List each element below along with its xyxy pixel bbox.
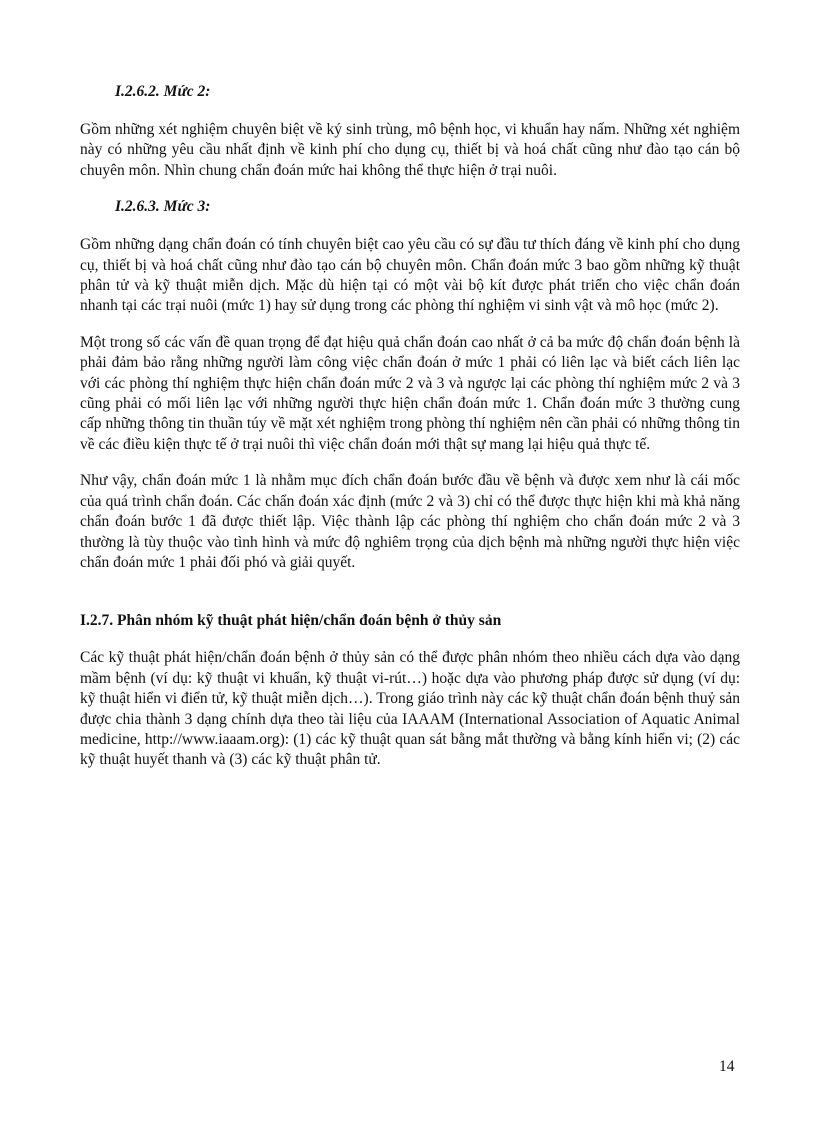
paragraph-technique-groups: Các kỹ thuật phát hiện/chẩn đoán bệnh ở thủy sản có thể được phân nhóm theo nhiều cách dựa vào dạng mầm bệnh (ví dụ: kỹ thuật vi khuẩn, kỹ thuật vi-rút…) hoặc dựa vào phương pháp được sử dụng (ví dụ: kỹ thuật hiển vi điển tử, kỹ thuật miễn dịch…). Trong giáo trình này các kỹ thuật chẩn đoán bệnh thuỷ sản được chia thành 3 dạng chính dựa theo tài liệu của IAAAM (International Association of Aquatic Animal medicine, http://www.iaaam.org): (1) các kỹ thuật quan sát bằng mắt thường và bằng kính hiển vi; (2) các kỹ thuật huyết thanh và (3) các kỹ thuật phân tử.: [80, 649, 740, 769]
paragraph-level-3-coordination: Một trong số các vấn đề quan trọng để đạt hiệu quả chẩn đoán cao nhất ở cả ba mức độ chẩn đoán bệnh là phải đảm bảo rằng những người làm công việc chẩn đoán ở mức 1 phải có liên lạc và biết cách liên lạc với các phòng thí nghiệm thực hiện chẩn đoán mức 2 và 3 và ngược lại các phòng thí nghiệm mức 2 và 3 cũng phải có mối liên lạc với những người thực hiện chẩn đoán mức 1. Chẩn đoán mức 3 thường cung cấp những thông tin thuần túy về mặt xét nghiệm trong phòng thí nghiệm nên cần phải có những thông tin về các điều kiện thực tế ở trại nuôi thì việc chẩn đoán mới thật sự mang lại hiệu quả thực tế.: [80, 333, 740, 453]
section-heading-1-2-6-2: I.2.6.2. Mức 2:: [115, 83, 211, 100]
paragraph-level-3-summary: Như vậy, chẩn đoán mức 1 là nhằm mục đích chẩn đoán bước đầu về bệnh và được xem như là cái mốc của quá trình chẩn đoán. Các chẩn đoán xác định (mức 2 và 3) chỉ có thể được thực hiện khi mà khả năng chẩn đoán bước 1 đã được thiết lập. Việc thành lập các phòng thí nghiệm cho chẩn đoán mức 2 và 3 thường là tùy thuộc vào tình hình và mức độ nghiêm trọng của dịch bệnh mà những người thực hiện việc chẩn đoán mức 1 phải đối phó và giải quyết.: [80, 472, 740, 571]
paragraph-level-3-intro: Gồm những dạng chẩn đoán có tính chuyên biệt cao yêu cầu có sự đầu tư thích đáng về kinh phí cho dụng cụ, thiết bị và hoá chất cũng như đào tạo cán bộ chuyên môn. Chẩn đoán mức 3 bao gồm những kỹ thuật phân tử và kỹ thuật miễn dịch. Mặc dù hiện tại có một vài bộ kít được phát triển cho việc chẩn đoán nhanh tại các trại nuôi (mức 1) hay sử dụng trong các phòng thí nghiệm vi sinh vật và mô học (mức 2).: [80, 236, 740, 315]
page-number: 14: [719, 1058, 735, 1075]
document-page: [80, 82, 740, 771]
paragraph-level-2: Gồm những xét nghiệm chuyên biệt về ký sinh trùng, mô bệnh học, vi khuẩn hay nấm. Những xét nghiệm này có những yêu cầu nhất định về kinh phí cho dụng cụ, thiết bị và hoá chất cũng như đào tạo cán bộ chuyên môn. Nhìn chung chẩn đoán mức hai không thể thực hiện ở trại nuôi.: [80, 121, 740, 179]
section-heading-1-2-7: I.2.7. Phân nhóm kỹ thuật phát hiện/chẩn đoán bệnh ở thủy sản: [80, 612, 502, 630]
section-heading-1-2-6-3: I.2.6.3. Mức 3:: [115, 198, 211, 216]
